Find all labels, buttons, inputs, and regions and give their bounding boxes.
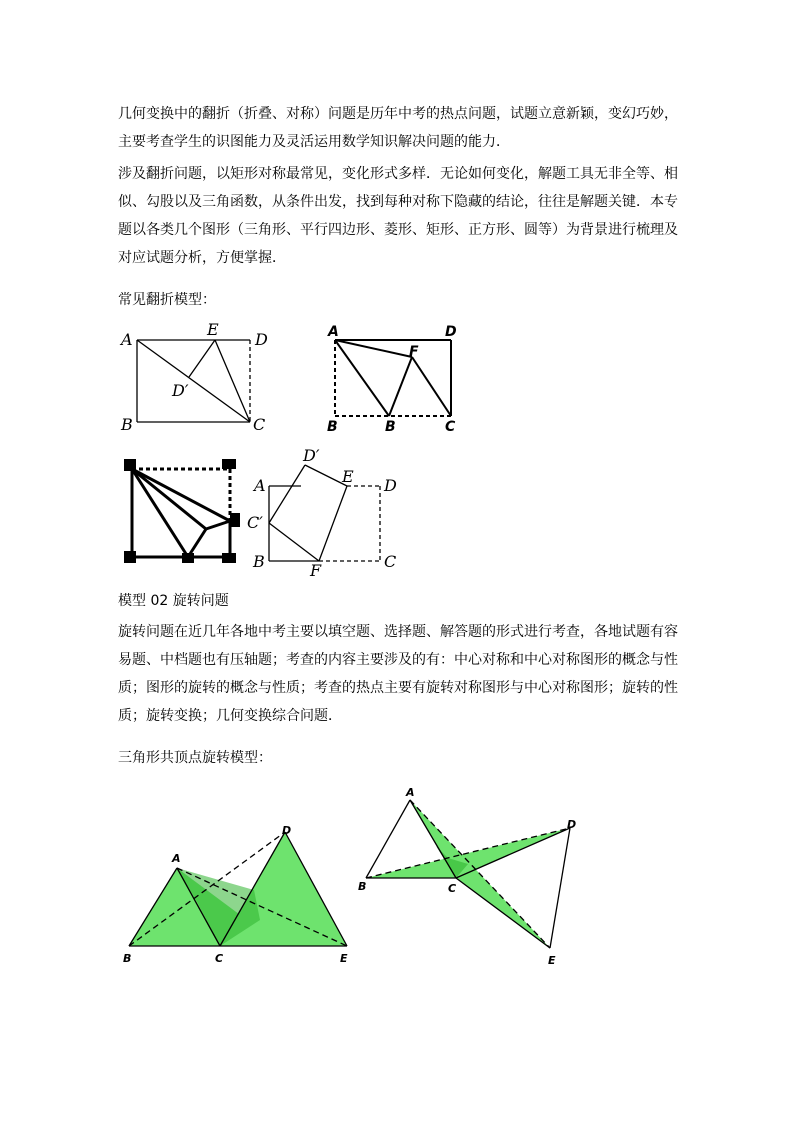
rotation-subheading: 三角形共顶点旋转模型：: [118, 750, 272, 766]
fig4-label-cprime: C′: [247, 513, 263, 532]
fig4-label-c: C: [384, 552, 397, 571]
fold-figure-3: [118, 455, 243, 570]
fig5-label-e: E: [340, 952, 348, 965]
fig4-label-e: E: [342, 467, 354, 486]
fig1-label-a: A: [121, 330, 133, 349]
fig1-label-e: E: [207, 320, 219, 339]
fig6-label-a: A: [406, 786, 415, 799]
fig5-label-b: B: [123, 952, 132, 965]
fold-models-heading: 常见翻折模型：: [118, 292, 216, 308]
rotation-heading: 模型 02 旋转问题: [118, 593, 229, 609]
fig5-label-d: D: [282, 824, 292, 837]
fig4-label-a: A: [254, 476, 266, 495]
fig4-label-dprime: D′: [303, 446, 320, 465]
fig2-label-b1: B: [327, 419, 338, 435]
fig6-label-e: E: [548, 954, 556, 967]
fig4-label-f: F: [310, 561, 322, 580]
fold-figure-1: [115, 318, 275, 438]
rotation-paragraph: 旋转问题在近几年各地中考主要以填空题、选择题、解答题的形式进行考查，各地试题有容易题、中档题也有压轴题；考查的内容主要涉及的有：中心对称和中心对称图形的概念与性质；图形的旋转的概念与性质；考查的热点主要有旋转对称图形与中心对称图形；旋转的性质；旋转变换；几何变换综合问题．: [118, 624, 678, 724]
fig5-label-c: C: [215, 952, 224, 965]
intro-paragraph-1: 几何变换中的翻折（折叠、对称）问题是历年中考的热点问题，试题立意新颖，变幻巧妙，主要考查学生的识图能力及灵活运用数学知识解决问题的能力．: [118, 106, 678, 150]
fold-figure-2: [325, 318, 465, 433]
fig1-label-d: D: [255, 330, 268, 349]
fig6-label-d: D: [567, 818, 577, 831]
rotation-figure-2: [352, 784, 582, 974]
intro-paragraph-2: 涉及翻折问题，以矩形对称最常见，变化形式多样．无论如何变化，解题工具无非全等、相似、勾股以及三角函数，从条件出发，找到每种对称下隐藏的结论，往往是解题关键．本专题以各类几个图形（三角形、平行四边形、菱形、矩形、正方形、圆等）为背景进行梳理及对应试题分析，方便掌握．: [118, 166, 678, 266]
fig2-label-f: F: [409, 344, 419, 360]
fig6-label-b: B: [358, 880, 367, 893]
fig2-label-c: C: [445, 419, 456, 435]
fig6-label-c: C: [448, 882, 457, 895]
fig1-label-c: C: [253, 415, 266, 434]
fig4-label-b: B: [253, 552, 265, 571]
fold-figure-4: [245, 443, 405, 580]
fig1-label-dprime: D′: [172, 381, 189, 400]
fig1-label-b: B: [121, 415, 133, 434]
fig5-label-a: A: [172, 852, 181, 865]
fig2-label-a: A: [328, 324, 339, 340]
fig2-label-b2: B: [385, 419, 396, 435]
fig4-label-d: D: [384, 476, 397, 495]
fig2-label-d: D: [445, 324, 457, 340]
rotation-figure-1: [115, 820, 355, 970]
